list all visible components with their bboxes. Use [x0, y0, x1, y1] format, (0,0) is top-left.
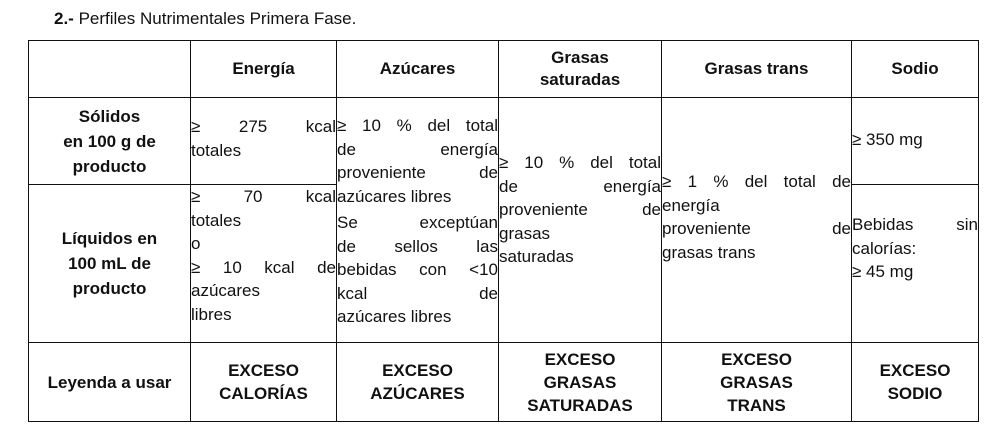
legend-grasas-trans: EXCESO GRASAS TRANS: [662, 343, 852, 422]
header-row: [29, 41, 979, 98]
header-grasas-saturadas: Grasas saturadas: [499, 41, 662, 98]
section-title: [54, 8, 356, 30]
section-number: 2.-: [54, 9, 74, 28]
row-header-leyenda: Leyenda a usar: [29, 343, 191, 422]
section-title-text: Perfiles Nutrimentales Primera Fase.: [78, 9, 357, 28]
row-header-liquidos: Líquidos en 100 mL de producto: [29, 185, 191, 343]
cell-grasas-trans: ≥ 1 % del total de energía proveniente de grasas trans: [662, 98, 852, 343]
header-energia: Energía: [191, 41, 337, 98]
nutrient-profiles-table: [28, 40, 979, 422]
row-header-solidos: Sólidos en 100 g de producto: [29, 98, 191, 185]
cell-sodio-solidos: ≥ 350 mg: [852, 98, 979, 185]
legend-azucares: EXCESO AZÚCARES: [337, 343, 499, 422]
cell-energia-liquidos: ≥ 70 kcal totales o ≥ 10 kcal de azúcares libres: [191, 185, 337, 343]
legend-grasas-saturadas: EXCESO GRASAS SATURADAS: [499, 343, 662, 422]
legend-sodio: EXCESO SODIO: [852, 343, 979, 422]
cell-energia-solidos: ≥ 275 kcal totales: [191, 98, 337, 185]
legend-energia: EXCESO CALORÍAS: [191, 343, 337, 422]
header-sodio: Sodio: [852, 41, 979, 98]
cell-sodio-liquidos: Bebidas sin calorías: ≥ 45 mg: [852, 185, 979, 343]
row-leyenda: [29, 343, 979, 422]
header-azucares: Azúcares: [337, 41, 499, 98]
header-grasas-trans: Grasas trans: [662, 41, 852, 98]
row-solidos: [29, 98, 979, 185]
cell-azucares: ≥ 10 % del total de energía proveniente de azúcares libres Se exceptúan de sellos las bebidas con <10 kcal de azúcares libres: [337, 98, 499, 343]
cell-grasas-saturadas: ≥ 10 % del total de energía proveniente de grasas saturadas: [499, 98, 662, 343]
header-corner-cell: [29, 41, 191, 98]
